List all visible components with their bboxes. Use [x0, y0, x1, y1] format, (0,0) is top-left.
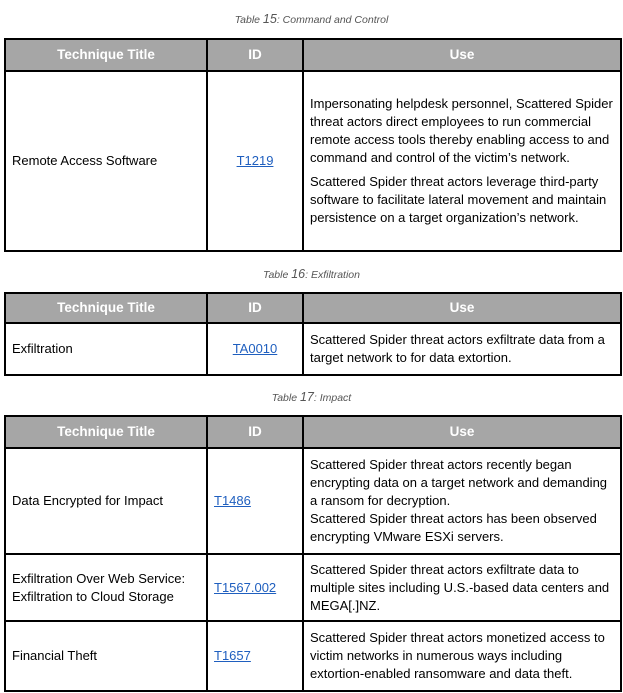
- use-text: Scattered Spider threat actors leverage third-party software to facilitate lateral movement and maintain persistence on a target organization’s network.: [310, 174, 607, 225]
- use-text: Scattered Spider threat actors monetized access to victim networks in numerous ways including extortion-enabled ransomware and data theft.: [310, 630, 605, 681]
- impact-table: [4, 415, 622, 692]
- technique-id-link[interactable]: T1657: [214, 648, 251, 663]
- use-text: Scattered Spider threat actors exfiltrate data to multiple sites including U.S.-based data centers and MEGA[.]NZ.: [310, 561, 610, 613]
- exfiltration-table: [4, 292, 622, 376]
- table-row: [5, 554, 621, 621]
- use-text: Scattered Spider threat actors recently began encrypting data on a target network and demanding a ransom for decryption.: [310, 457, 608, 508]
- table-row: [5, 71, 621, 251]
- technique-title: Financial Theft: [5, 621, 207, 691]
- technique-title: Remote Access Software: [5, 71, 207, 251]
- header-id: ID: [207, 416, 303, 448]
- technique-id-link[interactable]: T1486: [214, 493, 251, 508]
- table-row: [5, 621, 621, 691]
- header-id: ID: [207, 293, 303, 323]
- command-and-control-table: [4, 38, 622, 252]
- table-row: [5, 448, 621, 554]
- technique-id-link[interactable]: TA0010: [232, 341, 278, 356]
- header-use: Use: [303, 416, 621, 448]
- use-text: Impersonating helpdesk personnel, Scattered Spider threat actors direct employees to run commercial remote access tools thereby enabling access to and command and control of the victim’s network.: [310, 96, 613, 165]
- technique-title: Data Encrypted for Impact: [5, 448, 207, 554]
- header-use: Use: [303, 293, 621, 323]
- technique-id-link[interactable]: T1219: [236, 153, 274, 168]
- header-technique-title: Technique Title: [5, 416, 207, 448]
- technique-title: Exfiltration Over Web Service: Exfiltration to Cloud Storage: [5, 554, 207, 621]
- use-text: Scattered Spider threat actors exfiltrate data from a target network to for data extortion.: [310, 332, 605, 365]
- header-id: ID: [207, 39, 303, 71]
- table-15-caption: Table 15: Command and Control: [234, 12, 389, 26]
- table-17-caption: Table 17: Impact: [271, 390, 352, 404]
- use-text: Scattered Spider threat actors has been observed encrypting VMware ESXi servers.: [310, 511, 597, 544]
- table-16-caption: Table 16: Exfiltration: [263, 267, 360, 281]
- table-row: [5, 323, 621, 375]
- technique-id-link[interactable]: T1567.002: [214, 579, 277, 595]
- header-technique-title: Technique Title: [5, 293, 207, 323]
- header-technique-title: Technique Title: [5, 39, 207, 71]
- header-use: Use: [303, 39, 621, 71]
- technique-title: Exfiltration: [5, 323, 207, 375]
